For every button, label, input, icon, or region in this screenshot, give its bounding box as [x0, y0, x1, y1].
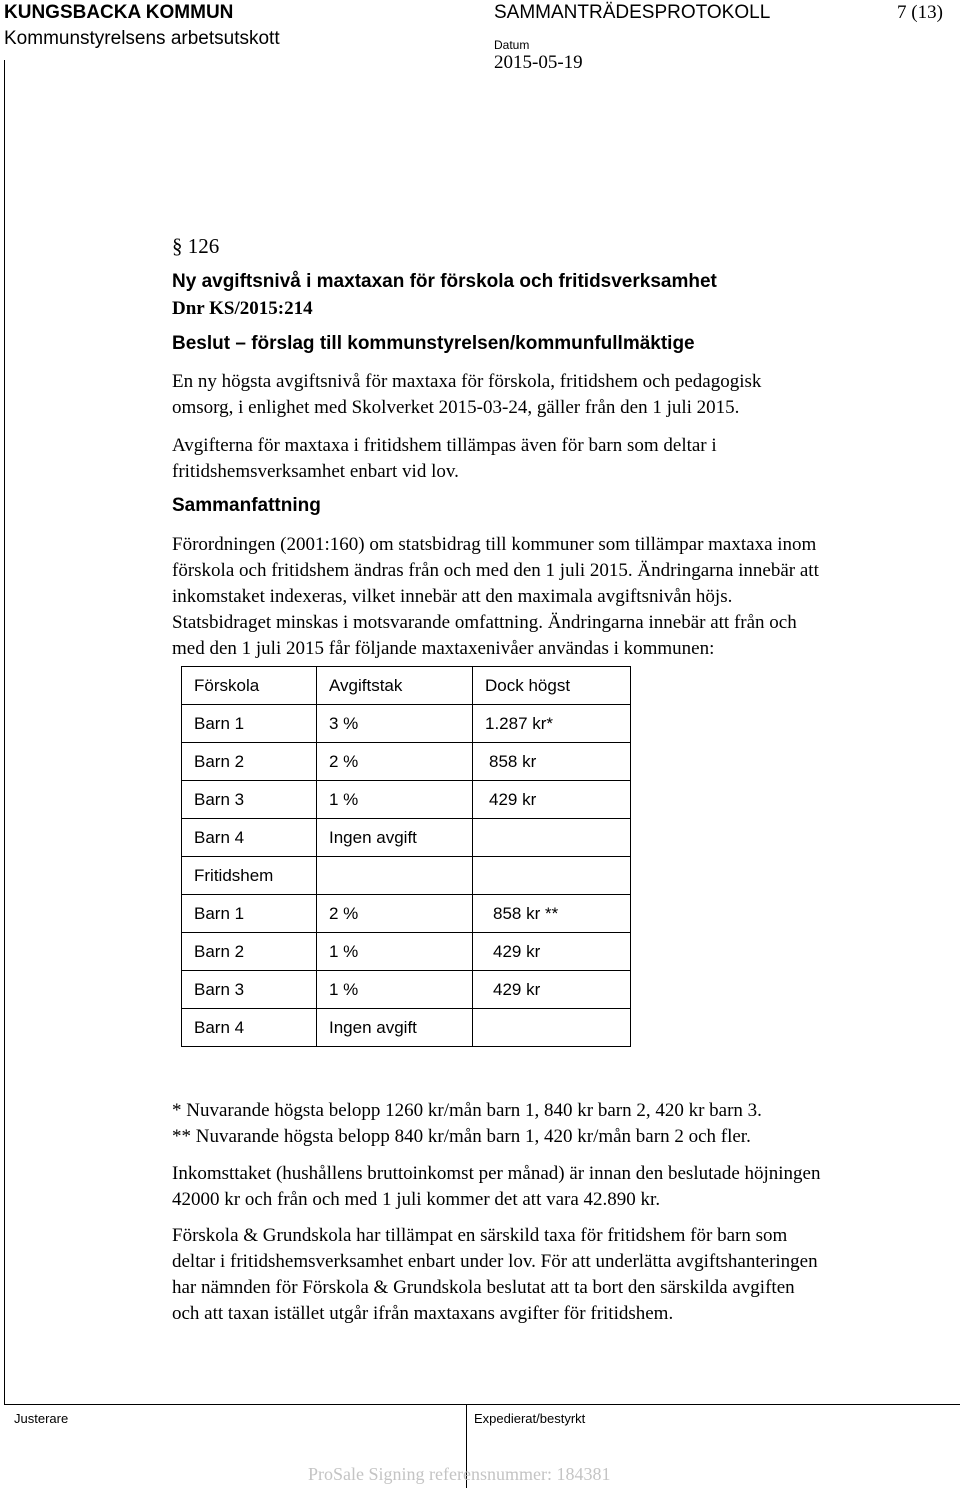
footnotes [172, 1098, 932, 1150]
table-cell: 429 kr [473, 971, 631, 1009]
table-cell: Barn 2 [182, 743, 317, 781]
table-cell [473, 857, 631, 895]
table-header-cell: Avgiftstak [317, 667, 473, 705]
expedierat-label: Expedierat/bestyrkt [474, 1411, 586, 1426]
decision-paragraph-2: Avgifterna för maxtaxa i fritidshem tillämpas även för barn som deltar i fritidshemsverksamhet enbart vid lov. [172, 435, 717, 482]
table-cell: Ingen avgift [317, 1009, 473, 1047]
footnote-1: * Nuvarande högsta belopp 1260 kr/mån barn 1, 840 kr barn 2, 420 kr barn 3. [172, 1100, 762, 1121]
table-cell: Barn 3 [182, 971, 317, 1009]
table-cell: Barn 2 [182, 933, 317, 971]
section-title: Ny avgiftsnivå i maxtaxan för förskola och fritidsverksamhet [172, 271, 717, 292]
table-row [182, 819, 631, 857]
date-label: Datum [494, 38, 530, 52]
table-cell: Barn 4 [182, 1009, 317, 1047]
summary-paragraph: Förordningen (2001:160) om statsbidrag till kommuner som tillämpar maxtaxa inom förskola och fritidshem ändras från och med den 1 juli 2015. Ändringarna innebär att inkomstaket indexeras, vilket innebär att den maximala avgiftsnivån höjs. Statsbidraget minskas i motsvarande omfattning. Ändringarna innebär att från och med den 1 juli 2015 får följande maxtaxenivåer användas i kommunen: [172, 534, 819, 659]
table-cell [473, 819, 631, 857]
justerare-label: Justerare [14, 1411, 69, 1426]
table-cell: 858 kr [473, 743, 631, 781]
table-cell: 3 % [317, 705, 473, 743]
org-name: KUNGSBACKA KOMMUN [4, 2, 234, 23]
table-row [182, 1009, 631, 1047]
fee-table [181, 666, 631, 1047]
table-cell: 2 % [317, 743, 473, 781]
table-cell: 1 % [317, 933, 473, 971]
signing-watermark: ProSale Signing referensnummer: 184381 [308, 1464, 611, 1484]
decision-paragraph-1: En ny högsta avgiftsnivå för maxtaxa för förskola, fritidshem och pedagogisk omsorg, i enlighet med Skolverket 2015-03-24, gäller från den 1 juli 2015. [172, 371, 762, 418]
income-paragraph: Inkomsttaket (hushållens bruttoinkomst per månad) är innan den beslutade höjningen 42000 kr och från och med 1 juli kommer det att vara 42.890 kr. [172, 1163, 821, 1210]
table-row [182, 895, 631, 933]
section-symbol: § 126 [172, 234, 220, 258]
section-number: 126 [187, 234, 220, 258]
summary-heading: Sammanfattning [172, 495, 321, 516]
table-cell: Barn 4 [182, 819, 317, 857]
table-cell: 1 % [317, 971, 473, 1009]
diary-number: Dnr KS/2015:214 [172, 298, 313, 319]
table-cell: 2 % [317, 895, 473, 933]
table-section-row [182, 857, 631, 895]
table-cell: 1.287 kr* [473, 705, 631, 743]
table-cell: Barn 1 [182, 705, 317, 743]
committee-name: Kommunstyrelsens arbetsutskott [4, 28, 280, 49]
footnote-2: ** Nuvarande högsta belopp 840 kr/mån barn 1, 420 kr/mån barn 2 och fler. [172, 1126, 751, 1147]
left-margin-line [4, 60, 5, 1404]
table-cell: 1 % [317, 781, 473, 819]
table-header-row [182, 667, 631, 705]
table-cell: 858 kr ** [473, 895, 631, 933]
table-cell: Barn 3 [182, 781, 317, 819]
table-cell: 429 kr [473, 933, 631, 971]
table-header-cell: Dock högst [473, 667, 631, 705]
footer-divider [4, 1404, 960, 1405]
table-header-cell: Förskola [182, 667, 317, 705]
table-cell: Barn 1 [182, 895, 317, 933]
table-cell: 429 kr [473, 781, 631, 819]
document-type: SAMMANTRÄDESPROTOKOLL [494, 2, 771, 23]
school-paragraph: Förskola & Grundskola har tillämpat en särskild taxa för fritidshem för barn som deltar i fritidshemsverksamhet enbart under lov. För att underlätta avgiftshanteringen har nämnden för Förskola & Grundskola beslutat att ta bort den särskilda avgiften och att taxan istället utgår ifrån maxtaxans avgifter för fritidshem. [172, 1225, 818, 1324]
table-cell [473, 1009, 631, 1047]
decision-heading: Beslut – förslag till kommunstyrelsen/kommunfullmäktige [172, 333, 695, 354]
table-row [182, 933, 631, 971]
date-value: 2015-05-19 [494, 52, 583, 73]
table-cell [317, 857, 473, 895]
table-row [182, 743, 631, 781]
table-section-label: Fritidshem [182, 857, 317, 895]
table-row [182, 781, 631, 819]
table-row [182, 705, 631, 743]
table-cell: Ingen avgift [317, 819, 473, 857]
table-row [182, 971, 631, 1009]
page-number: 7 (13) [897, 2, 943, 23]
